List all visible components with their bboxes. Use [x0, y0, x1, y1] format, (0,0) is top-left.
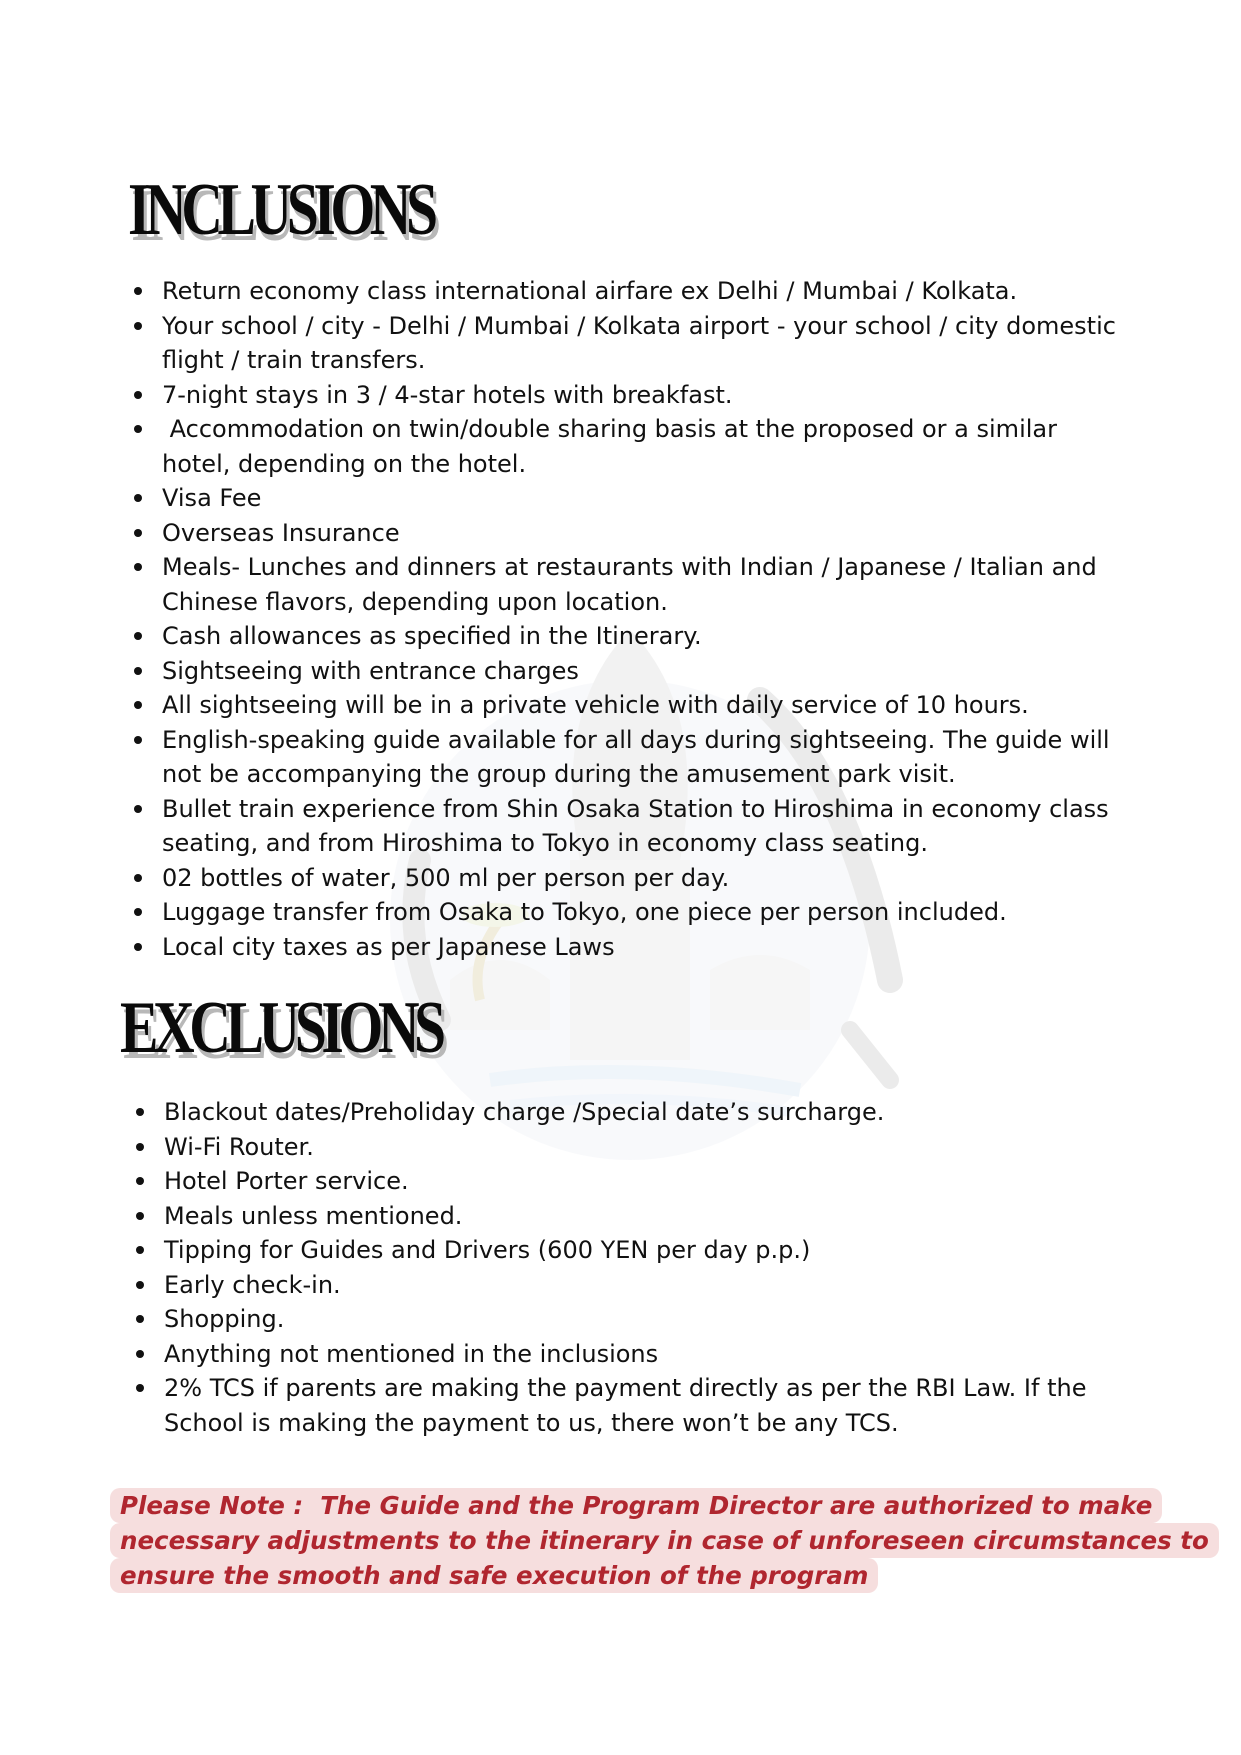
list-item: Accommodation on twin/double sharing basis at the proposed or a similar hotel, depending on the hotel. [162, 412, 1122, 481]
note-line: necessary adjustments to the itinerary in case of unforeseen circumstances to [110, 1523, 1219, 1558]
list-item: Tipping for Guides and Drivers (600 YEN per day p.p.) [164, 1233, 1104, 1268]
list-item: Sightseeing with entrance charges [162, 654, 1122, 689]
list-item: 02 bottles of water, 500 ml per person per day. [162, 861, 1122, 896]
please-note-box [110, 1488, 1209, 1593]
list-item: Early check-in. [164, 1268, 1104, 1303]
note-line: ensure the smooth and safe execution of the program [110, 1558, 878, 1593]
list-item: Return economy class international airfare ex Delhi / Mumbai / Kolkata. [162, 274, 1122, 309]
list-item: Cash allowances as specified in the Itinerary. [162, 619, 1122, 654]
list-item: Your school / city - Delhi / Mumbai / Kolkata airport - your school / city domestic flight / train transfers. [162, 309, 1122, 378]
note-line: Please Note : The Guide and the Program Director are authorized to make [110, 1488, 1162, 1523]
list-item: 2% TCS if parents are making the payment directly as per the RBI Law. If the School is making the payment to us, there won’t be any TCS. [164, 1371, 1104, 1440]
list-item: Anything not mentioned in the inclusions [164, 1337, 1104, 1372]
list-item: Blackout dates/Preholiday charge /Special date’s surcharge. [164, 1095, 1104, 1130]
list-item: All sightseeing will be in a private vehicle with daily service of 10 hours. [162, 688, 1122, 723]
list-item: Luggage transfer from Osaka to Tokyo, one piece per person included. [162, 895, 1122, 930]
inclusions-heading: INCLUSIONS [128, 169, 433, 251]
list-item: Wi-Fi Router. [164, 1130, 1104, 1165]
list-item: English-speaking guide available for all days during sightseeing. The guide will not be accompanying the group during the amusement park visit. [162, 723, 1122, 792]
list-item: Bullet train experience from Shin Osaka Station to Hiroshima in economy class seating, and from Hiroshima to Tokyo in economy class seating. [162, 792, 1122, 861]
list-item: Shopping. [164, 1302, 1104, 1337]
inclusions-list [162, 274, 1122, 964]
list-item: Meals unless mentioned. [164, 1199, 1104, 1234]
list-item: Hotel Porter service. [164, 1164, 1104, 1199]
list-item: Overseas Insurance [162, 516, 1122, 551]
list-item: Visa Fee [162, 481, 1122, 516]
exclusions-heading: EXCLUSIONS [120, 987, 441, 1069]
list-item: Meals- Lunches and dinners at restaurants with Indian / Japanese / Italian and Chinese flavors, depending upon location. [162, 550, 1122, 619]
exclusions-list [164, 1095, 1104, 1440]
list-item: 7-night stays in 3 / 4-star hotels with breakfast. [162, 378, 1122, 413]
list-item: Local city taxes as per Japanese Laws [162, 930, 1122, 965]
